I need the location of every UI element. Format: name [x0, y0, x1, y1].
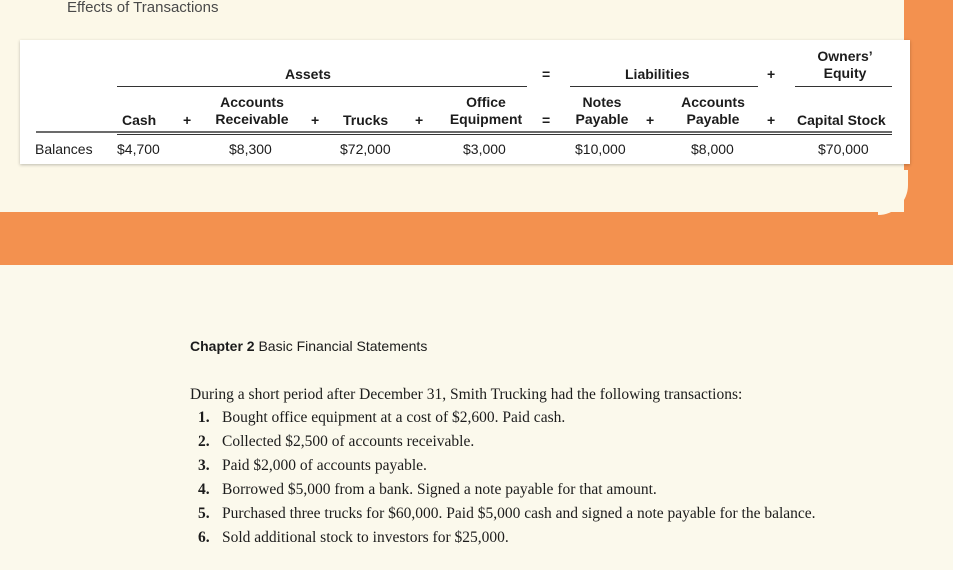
- notes-payable-column-header: Notes Payable: [575, 94, 629, 127]
- office-equipment-column-header: Office Equipment: [449, 94, 523, 127]
- list-item: 4. Borrowed $5,000 from a bank. Signed a note payable for that amount.: [198, 481, 657, 498]
- problem-intro: During a short period after December 31, Smith Trucking had the following transactions:: [190, 386, 743, 403]
- equals-sign-header: =: [542, 66, 551, 82]
- list-item: 1. Bought office equipment at a cost of $2,600. Paid cash.: [198, 409, 566, 426]
- header-underline: [117, 134, 892, 135]
- accounts-payable-column-header: Accounts Payable: [681, 94, 745, 127]
- list-item: 6. Sold additional stock to investors for $25,000.: [198, 529, 509, 546]
- list-item: 3. Paid $2,000 of accounts payable.: [198, 457, 427, 474]
- plus-sign: +: [767, 112, 776, 128]
- accounts-receivable-value: $8,300: [229, 141, 272, 157]
- plus-sign: +: [311, 112, 320, 128]
- orange-side-band: [904, 0, 953, 265]
- owners-equity-header: Owners’ Equity: [817, 48, 873, 81]
- trucks-value: $72,000: [340, 141, 391, 157]
- cash-column-header: Cash: [122, 112, 157, 128]
- capital-stock-value: $70,000: [818, 141, 869, 157]
- header-underline: [36, 131, 892, 133]
- orange-band: [0, 212, 953, 265]
- chapter-heading: [190, 338, 427, 354]
- capital-stock-column-header: Capital Stock: [797, 112, 886, 128]
- row-label: Balances: [35, 141, 93, 157]
- plus-sign: +: [183, 112, 192, 128]
- notes-payable-value: $10,000: [575, 141, 626, 157]
- accounts-payable-value: $8,000: [691, 141, 734, 157]
- accounts-receivable-column-header: Accounts Receivable: [215, 94, 289, 127]
- chapter-title: Basic Financial Statements: [258, 338, 428, 354]
- plus-sign: +: [415, 112, 424, 128]
- transaction-list: [190, 409, 890, 547]
- chapter-number: Chapter 2: [190, 338, 255, 354]
- problem-text: [190, 386, 890, 553]
- equals-sign: =: [542, 112, 551, 128]
- liabilities-header: Liabilities: [625, 66, 690, 82]
- balances-table: [20, 40, 910, 164]
- plus-sign-header: +: [767, 66, 776, 82]
- office-equipment-value: $3,000: [463, 141, 506, 157]
- section-title: Effects of Transactions: [67, 0, 219, 16]
- assets-header: Assets: [285, 66, 331, 82]
- list-item: 2. Collected $2,500 of accounts receivable.: [198, 433, 475, 450]
- plus-sign: +: [646, 112, 655, 128]
- equity-underline: [795, 86, 892, 87]
- cash-value: $4,700: [117, 141, 160, 157]
- liabilities-underline: [570, 86, 758, 87]
- trucks-column-header: Trucks: [343, 112, 389, 128]
- list-item: 5. Purchased three trucks for $60,000. Paid $5,000 cash and signed a note payable for the balance.: [198, 505, 816, 522]
- assets-underline: [117, 86, 527, 87]
